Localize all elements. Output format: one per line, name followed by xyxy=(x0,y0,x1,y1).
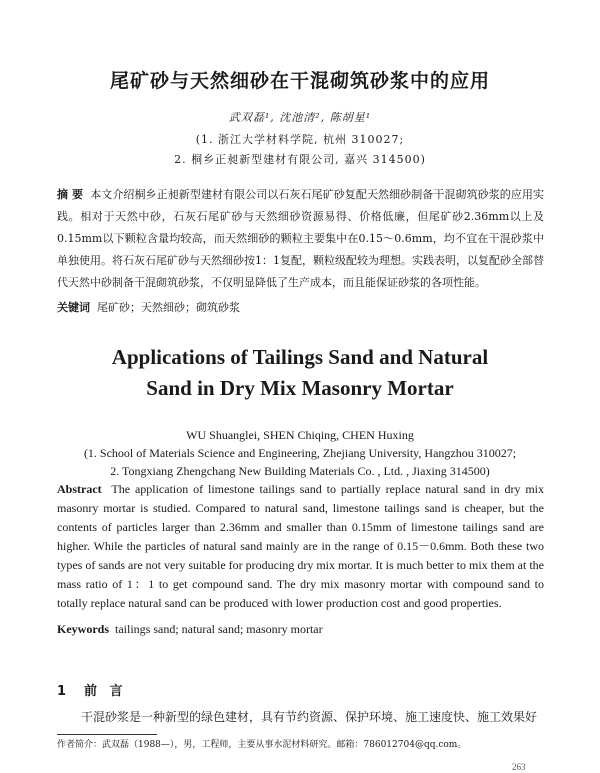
chinese-abstract-label: 摘 要 xyxy=(57,188,84,201)
english-keywords-text: tailings sand; natural sand; masonry mortar xyxy=(115,622,323,636)
chinese-authors: 武双磊¹, 沈池清², 陈胡星¹ xyxy=(228,111,372,124)
english-keywords-label: Keywords xyxy=(57,622,109,636)
chinese-keywords xyxy=(57,298,544,318)
chinese-abstract xyxy=(57,184,544,294)
english-affiliation-2: 2. Tongxiang Zhengchang New Building Materials Co. , Ltd. , Jiaxing 314500) xyxy=(110,464,490,478)
intro-paragraph: 干混砂浆是一种新型的绿色建材，具有节约资源、保护环境、施工速度快、施工效果好 xyxy=(81,710,538,724)
english-abstract xyxy=(57,480,544,613)
english-authors: WU Shuanglei, SHEN Chiqing, CHEN Huxing xyxy=(186,428,414,442)
section-heading xyxy=(57,680,127,699)
chinese-keywords-text: 尾矿砂；天然细砂；砌筑砂浆 xyxy=(97,301,240,314)
chinese-affiliation-2: 2. 桐乡正昶新型建材有限公司, 嘉兴 314500) xyxy=(174,153,426,166)
english-abstract-text: The application of limestone tailings sand to partially replace natural sand in dry mix masonry mortar is studied. Compared to natural sand, limestone tailings sand is cheaper, but the contents of particles larger than 2.36mm and smaller than 0.15mm of limestone tailings sand are higher. While the particles of natural sand mainly are in the range of 0.15－0.6mm. Both these two types of sands are not very suitable for producing dry mix mortar. It is much better to mix them at the mass ratio of 1：1 to get compound sand. The dry mix masonry mortar with compound sand to totally replace natural sand can be produced with lower production cost and good properties. xyxy=(57,482,544,610)
footnote-divider xyxy=(57,734,157,735)
page-number: 263 xyxy=(512,762,526,772)
english-title xyxy=(0,342,600,404)
english-affiliation-1: (1. School of Materials Science and Engineering, Zhejiang University, Hangzhou 310027; xyxy=(83,446,517,460)
section-number: 1 xyxy=(57,684,71,699)
author-footnote: 作者简介：武双磊（1988—），男，工程师，主要从事水泥材料研究。邮箱：786012704@qq.com。 xyxy=(57,740,467,750)
english-keywords xyxy=(57,620,544,639)
english-title-line-1: Applications of Tailings Sand and Natural xyxy=(111,345,489,369)
chinese-keywords-label: 关键词 xyxy=(57,301,90,314)
section-title: 前 言 xyxy=(84,684,127,699)
english-abstract-label: Abstract xyxy=(57,482,102,496)
english-title-line-2: Sand in Dry Mix Masonry Mortar xyxy=(146,376,454,400)
chinese-affiliation-1: (1. 浙江大学材料学院, 杭州 310027; xyxy=(195,133,405,146)
chinese-title: 尾矿砂与天然细砂在干混砌筑砂浆中的应用 xyxy=(109,70,490,92)
chinese-abstract-text: 本文介绍桐乡正昶新型建材有限公司以石灰石尾矿砂复配天然细砂制备干混砌筑砂浆的应用实践。相对于天然中砂，石灰石尾矿砂与天然细砂资源易得、价格低廉，但尾矿砂2.36mm以上及0.15mm以下颗粒含量均较高，而天然细砂的颗粒主要集中在0.15～0.6mm，均不宜在干混砂浆中单独使用。将石灰石尾矿砂与天然细砂按1：1复配，颗粒级配较为理想。实践表明，以复配砂全部替代天然中砂制备干混砌筑砂浆，不仅明显降低了生产成本，而且能保证砂浆的各项性能。 xyxy=(57,188,544,289)
